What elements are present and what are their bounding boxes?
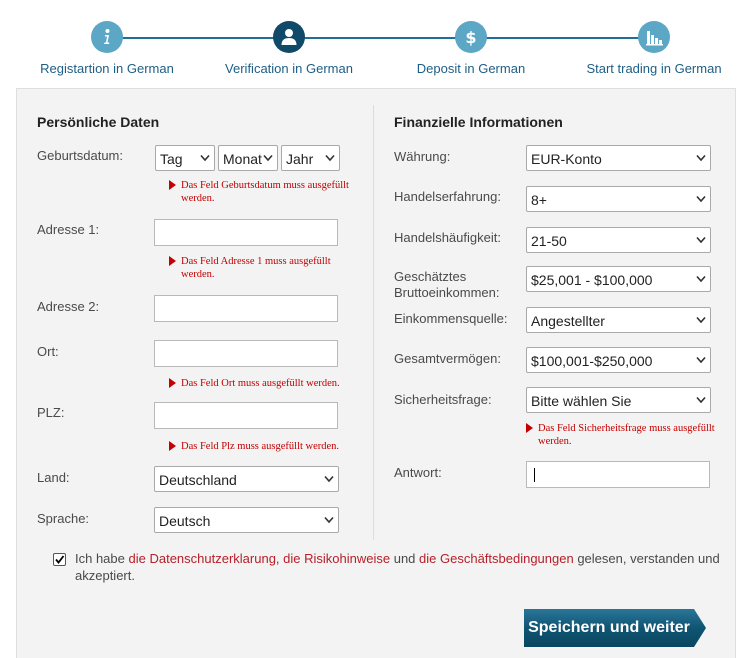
- currency-select[interactable]: [526, 145, 711, 171]
- income-select[interactable]: [526, 266, 711, 292]
- privacy-policy-link[interactable]: die Datenschutzerklarung: [128, 551, 276, 566]
- consent-text-3: und: [390, 551, 420, 566]
- birth-year-value: Jahr: [286, 151, 314, 167]
- frequency-value: 21-50: [531, 233, 567, 249]
- income-label-line1: Geschätztes: [394, 269, 467, 284]
- language-value: Deutsch: [159, 513, 211, 529]
- chevron-down-icon: [696, 316, 706, 324]
- address1-input[interactable]: [154, 219, 338, 246]
- chevron-down-icon: [325, 154, 335, 162]
- error-arrow-icon: [169, 441, 176, 451]
- consent-text-2: ,: [275, 551, 284, 566]
- security-question-value: Bitte wählen Sie: [531, 393, 632, 409]
- address2-label: Adresse 2:: [37, 299, 100, 314]
- chevron-down-icon: [696, 195, 706, 203]
- address1-error-text: Das Feld Adresse 1 muss ausgefüllt werden.: [181, 256, 331, 280]
- security-question-error: [526, 422, 734, 448]
- birthdate-label: Geburtsdatum:: [37, 148, 123, 163]
- answer-input[interactable]: [526, 461, 710, 488]
- frequency-label: Handelshäufigkeit:: [394, 230, 501, 245]
- country-select[interactable]: [154, 466, 339, 492]
- security-question-label: Sicherheitsfrage:: [394, 392, 492, 407]
- zip-error: [169, 440, 369, 453]
- zip-label: PLZ:: [37, 405, 65, 420]
- currency-label: Währung:: [394, 149, 451, 164]
- financial-section-title: Finanzielle Informationen: [394, 114, 563, 130]
- currency-value: EUR-Konto: [531, 151, 602, 167]
- answer-label: Antwort:: [394, 465, 442, 480]
- stepper-line: [107, 37, 655, 39]
- chevron-down-icon: [263, 154, 273, 162]
- address2-input[interactable]: [154, 295, 338, 322]
- column-divider: [373, 105, 374, 540]
- bar-chart-icon: [638, 21, 670, 53]
- dollar-icon: [455, 21, 487, 53]
- terms-link[interactable]: die Geschäftsbedingungen: [419, 551, 574, 566]
- info-icon: [91, 21, 123, 53]
- consent-text-1: Ich habe: [75, 551, 129, 566]
- step-label-registration: Registartion in German: [40, 61, 174, 76]
- address1-error: [169, 255, 364, 281]
- income-label: [394, 269, 500, 301]
- address1-label: Adresse 1:: [37, 222, 100, 237]
- income-source-select[interactable]: [526, 307, 711, 333]
- net-worth-label: Gesamtvermögen:: [394, 351, 501, 366]
- personal-section-title: Persönliche Daten: [37, 114, 160, 130]
- income-source-label: Einkommensquelle:: [394, 311, 508, 326]
- form-panel: [16, 88, 736, 658]
- birthdate-error-text: Das Feld Geburtsdatum muss ausgefüllt werden.: [181, 180, 349, 204]
- birth-month-select[interactable]: [218, 145, 278, 171]
- income-label-line2: Bruttoeinkommen:: [394, 285, 500, 300]
- net-worth-value: $100,001-$250,000: [531, 353, 653, 369]
- step-label-deposit: Deposit in German: [416, 61, 526, 76]
- frequency-select[interactable]: [526, 227, 711, 253]
- birth-month-value: Monat: [223, 151, 262, 167]
- birthdate-error: [169, 179, 364, 205]
- security-question-error-text: Das Feld Sicherheitsfrage muss ausgefüllt werden.: [538, 423, 715, 447]
- language-select[interactable]: [154, 507, 339, 533]
- chevron-down-icon: [324, 516, 334, 524]
- consent-text-4: gelesen, verstanden und akzeptiert.: [75, 551, 720, 583]
- chevron-down-icon: [696, 356, 706, 364]
- chevron-down-icon: [696, 236, 706, 244]
- income-value: $25,001 - $100,000: [531, 272, 653, 288]
- zip-input[interactable]: [154, 402, 338, 429]
- error-arrow-icon: [169, 180, 176, 190]
- text-cursor: [534, 468, 535, 482]
- user-icon: [273, 21, 305, 53]
- city-error-text: Das Feld Ort muss ausgefüllt werden.: [181, 378, 340, 389]
- birth-year-select[interactable]: [281, 145, 340, 171]
- experience-value: 8+: [531, 192, 547, 208]
- country-value: Deutschland: [159, 472, 237, 488]
- birth-day-select[interactable]: [155, 145, 215, 171]
- experience-select[interactable]: [526, 186, 711, 212]
- save-and-continue-button[interactable]: [524, 609, 706, 647]
- chevron-down-icon: [200, 154, 210, 162]
- consent-text: [75, 550, 725, 584]
- consent-checkbox[interactable]: [53, 553, 66, 566]
- error-arrow-icon: [169, 256, 176, 266]
- security-question-select[interactable]: [526, 387, 711, 413]
- save-and-continue-label: Speichern und weiter: [528, 619, 690, 636]
- experience-label: Handelserfahrung:: [394, 189, 501, 204]
- city-input[interactable]: [154, 340, 338, 367]
- error-arrow-icon: [169, 378, 176, 388]
- checkmark-icon: [54, 554, 65, 565]
- country-label: Land:: [37, 470, 70, 485]
- city-error: [169, 377, 369, 390]
- step-label-verification: Verification in German: [225, 61, 353, 76]
- zip-error-text: Das Feld Plz muss ausgefüllt werden.: [181, 441, 340, 452]
- svg-text:$: $: [465, 28, 477, 47]
- income-source-value: Angestellter: [531, 313, 605, 329]
- city-label: Ort:: [37, 344, 59, 359]
- chevron-down-icon: [696, 275, 706, 283]
- chevron-down-icon: [696, 154, 706, 162]
- language-label: Sprache:: [37, 511, 90, 526]
- chevron-down-icon: [696, 396, 706, 404]
- chevron-down-icon: [324, 475, 334, 483]
- step-label-start-trading: Start trading in German: [586, 61, 722, 76]
- error-arrow-icon: [526, 423, 533, 433]
- net-worth-select[interactable]: [526, 347, 711, 373]
- risk-disclosure-link[interactable]: die Risikohinweise: [283, 551, 391, 566]
- birth-day-value: Tag: [160, 151, 183, 167]
- progress-stepper: [0, 0, 744, 88]
